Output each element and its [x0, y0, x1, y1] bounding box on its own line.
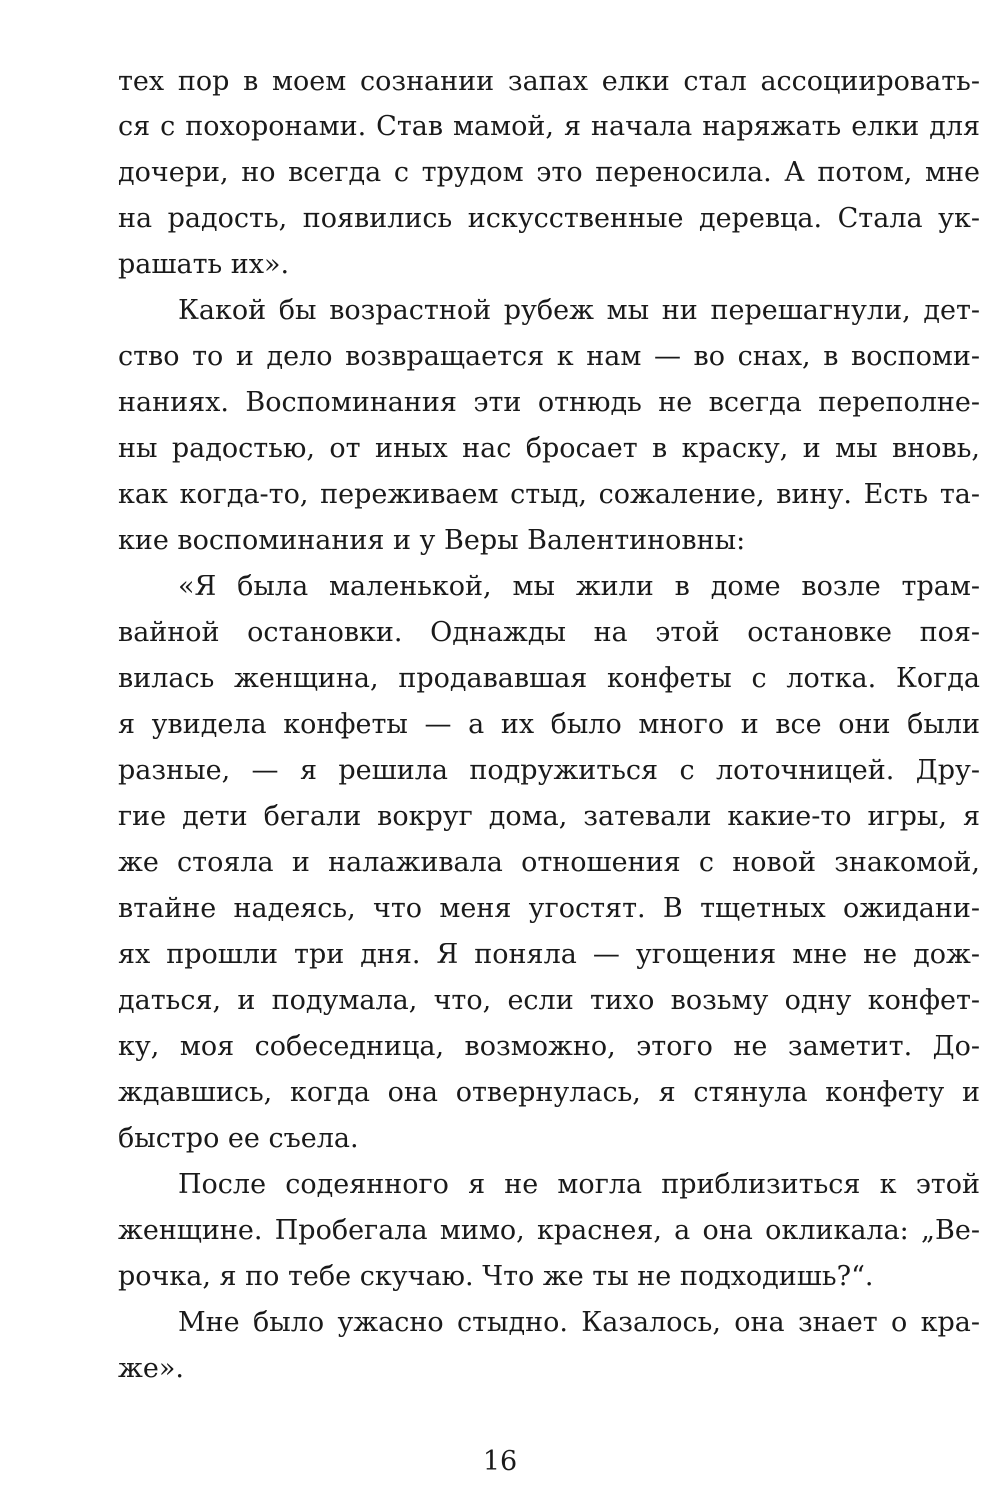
text-line: дочери, но всегда с трудом это переносила. А потом, мне — [118, 157, 980, 188]
page-number: 16 — [482, 1446, 518, 1477]
text-line: После содеянного я не могла приблизиться к этой — [178, 1169, 980, 1200]
text-line: ны радостью, от иных нас бросает в краску, и мы вновь, — [118, 433, 980, 464]
text-line: рашать их». — [118, 249, 290, 280]
text-line: гие дети бегали вокруг дома, затевали какие-то игры, я — [118, 801, 980, 832]
text-line: наниях. Воспоминания эти отнюдь не всегда переполне- — [118, 387, 980, 418]
text-line: же». — [118, 1353, 184, 1384]
text-line: женщине. Пробегала мимо, краснея, а она окликала: „Ве- — [118, 1215, 980, 1246]
text-line: рочка, я по тебе скучаю. Что же ты не подходишь?“. — [118, 1261, 874, 1292]
text-line: «Я была маленькой, мы жили в доме возле трам- — [178, 571, 980, 602]
text-line: разные, — я решила подружиться с лоточницей. Дру- — [118, 755, 980, 786]
text-line: я увидела конфеты — а их было много и все они были — [118, 709, 980, 740]
text-line: как когда-то, переживаем стыд, сожаление, вину. Есть та- — [118, 479, 980, 510]
text-line: втайне надеясь, что меня угостят. В тщетных ожидани- — [118, 893, 980, 924]
text-line: же стояла и налаживала отношения с новой знакомой, — [118, 847, 980, 878]
text-line: Мне было ужасно стыдно. Казалось, она знает о кра- — [178, 1307, 980, 1338]
text-line: на радость, появились искусственные деревца. Стала ук- — [118, 203, 980, 234]
text-line: вилась женщина, продававшая конфеты с лотка. Когда — [118, 663, 980, 694]
text-line: даться, и подумала, что, если тихо возьму одну конфет- — [118, 985, 980, 1016]
text-line: ях прошли три дня. Я поняла — угощения мне не дож- — [118, 939, 980, 970]
text-line: Какой бы возрастной рубеж мы ни перешагнули, дет- — [178, 295, 980, 326]
text-line: вайной остановки. Однажды на этой остановке поя- — [118, 617, 980, 648]
text-line: кие воспоминания и у Веры Валентиновны: — [118, 525, 746, 556]
text-line: ся с похоронами. Став мамой, я начала наряжать елки для — [118, 111, 980, 142]
text-line: ство то и дело возвращается к нам — во снах, в воспоми- — [118, 341, 980, 372]
text-line: тех пор в моем сознании запах елки стал ассоциировать- — [118, 66, 980, 97]
text-line: быстро ее съела. — [118, 1123, 359, 1154]
text-line: ку, моя собеседница, возможно, этого не заметит. До- — [118, 1031, 980, 1062]
text-line: ждавшись, когда она отвернулась, я стянула конфету и — [118, 1077, 980, 1108]
